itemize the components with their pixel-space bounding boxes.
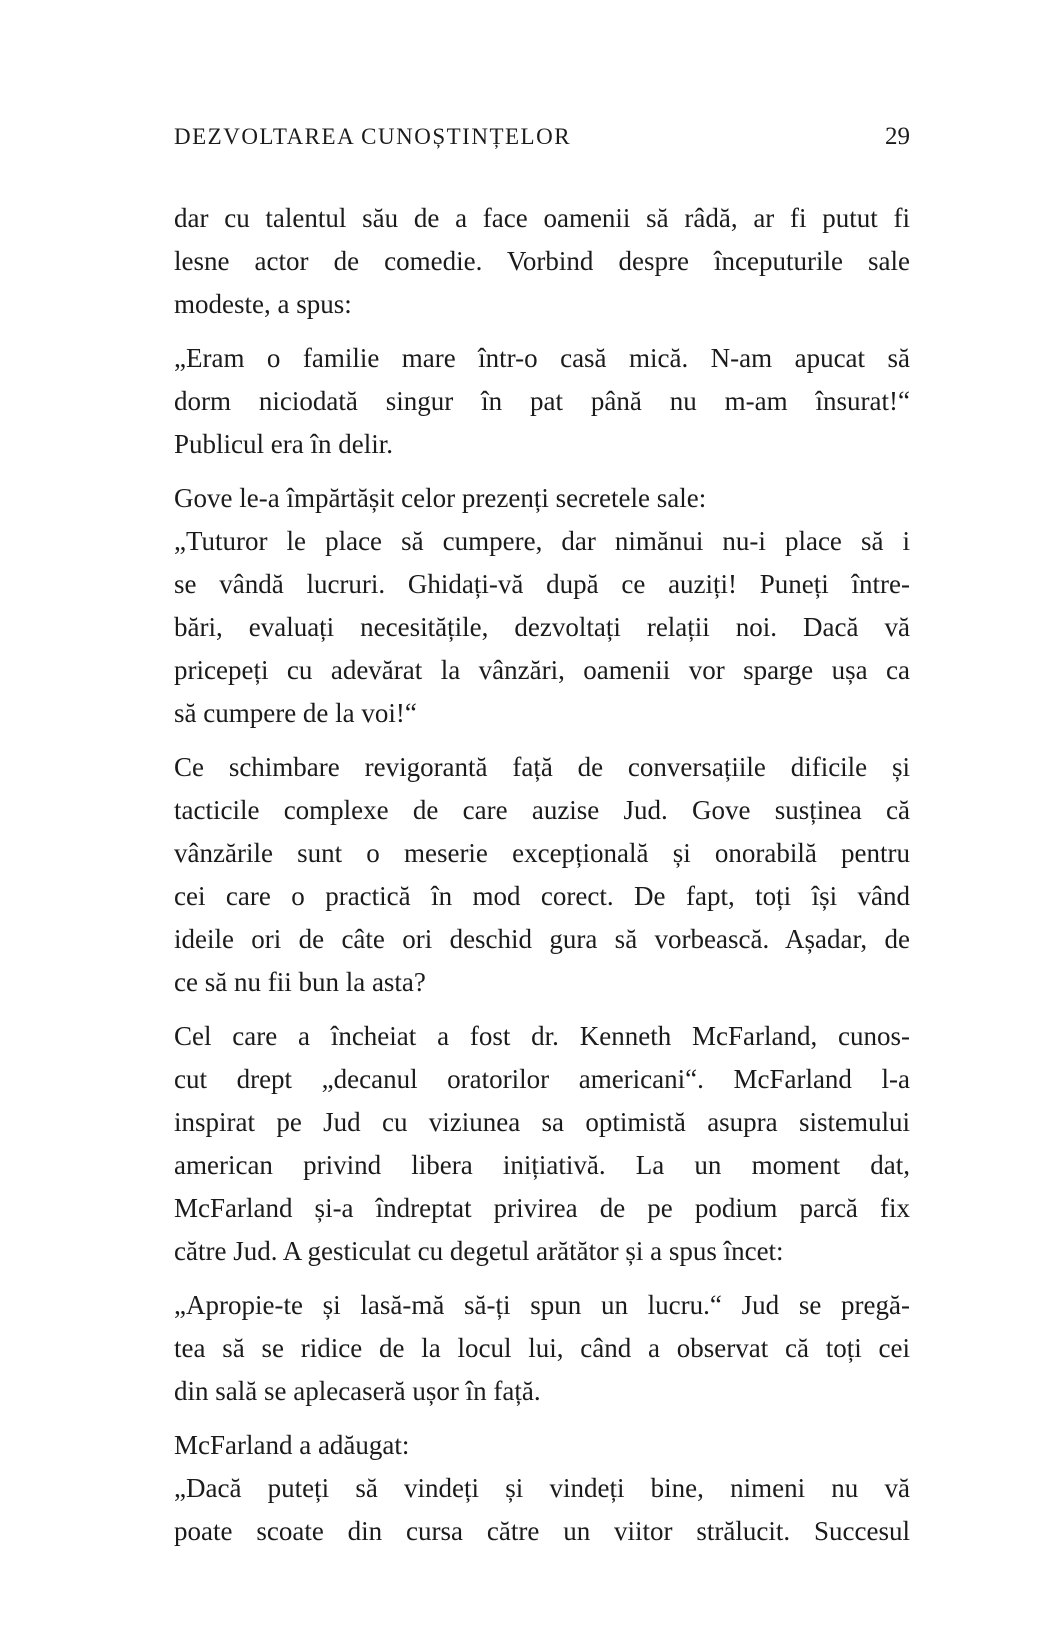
text-line: cut drept „decanul oratorilor americani“. McFarland l-a bbox=[174, 1064, 910, 1094]
text-line: McFarland și-a îndreptat privirea de pe podium parcă fix bbox=[174, 1193, 910, 1223]
text-line: Cel care a încheiat a fost dr. Kenneth McFarland, cunos- bbox=[174, 1021, 910, 1051]
text-column bbox=[174, 197, 910, 1564]
running-header bbox=[174, 123, 910, 151]
text-line: modeste, a spus: bbox=[174, 289, 352, 319]
text-line: inspirat pe Jud cu viziunea sa optimistă asupra sistemului bbox=[174, 1107, 910, 1137]
text-line: dar cu talentul său de a face oamenii să râdă, ar fi putut fi bbox=[174, 203, 910, 233]
text-line: din sală se aplecaseră ușor în față. bbox=[174, 1376, 541, 1406]
text-line: lesne actor de comedie. Vorbind despre începuturile sale bbox=[174, 246, 910, 276]
text-line: ideile ori de câte ori deschid gura să vorbească. Așadar, de bbox=[174, 924, 910, 954]
page-number: 29 bbox=[885, 123, 910, 150]
text-line: vânzările sunt o meserie excepțională și onorabilă pentru bbox=[174, 838, 910, 868]
paragraph bbox=[174, 1284, 910, 1413]
text-line: dorm niciodată singur în pat până nu m-am însurat!“ bbox=[174, 386, 910, 416]
text-line: să cumpere de la voi!“ bbox=[174, 698, 417, 728]
text-line: Publicul era în delir. bbox=[174, 429, 393, 459]
paragraph bbox=[174, 337, 910, 466]
paragraph bbox=[174, 1424, 910, 1553]
text-line: Gove le-a împărtășit celor prezenți secretele sale: bbox=[174, 483, 707, 513]
text-line: Ce schimbare revigorantă față de conversațiile dificile și bbox=[174, 752, 910, 782]
text-line: McFarland a adăugat: bbox=[174, 1430, 410, 1460]
paragraph bbox=[174, 477, 910, 735]
paragraph bbox=[174, 746, 910, 1004]
text-line: se vândă lucruri. Ghidați-vă după ce auziți! Puneți între- bbox=[174, 569, 910, 599]
text-line: „Dacă puteți să vindeți și vindeți bine, nimeni nu vă bbox=[174, 1473, 910, 1503]
paragraph bbox=[174, 197, 910, 326]
text-line: tacticile complexe de care auzise Jud. Gove susținea că bbox=[174, 795, 910, 825]
chapter-title: DEZVOLTAREA CUNOȘTINȚELOR bbox=[174, 124, 572, 149]
text-line: bări, evaluați necesitățile, dezvoltați relații noi. Dacă vă bbox=[174, 612, 910, 642]
paragraph bbox=[174, 1015, 910, 1273]
text-line: poate scoate din cursa către un viitor strălucit. Succesul bbox=[174, 1516, 910, 1546]
text-line: pricepeți cu adevărat la vânzări, oamenii vor sparge ușa ca bbox=[174, 655, 910, 685]
text-line: tea să se ridice de la locul lui, când a observat că toți cei bbox=[174, 1333, 910, 1363]
text-line: ce să nu fii bun la asta? bbox=[174, 967, 426, 997]
text-line: către Jud. A gesticulat cu degetul arătător și a spus încet: bbox=[174, 1236, 784, 1266]
text-line: „Eram o familie mare într-o casă mică. N-am apucat să bbox=[174, 343, 910, 373]
text-line: „Tuturor le place să cumpere, dar nimănui nu-i place să i bbox=[174, 526, 910, 556]
text-line: „Apropie-te și lasă-mă să-ți spun un lucru.“ Jud se pregă- bbox=[174, 1290, 910, 1320]
text-line: american privind libera inițiativă. La un moment dat, bbox=[174, 1150, 910, 1180]
text-line: cei care o practică în mod corect. De fapt, toți își vând bbox=[174, 881, 910, 911]
